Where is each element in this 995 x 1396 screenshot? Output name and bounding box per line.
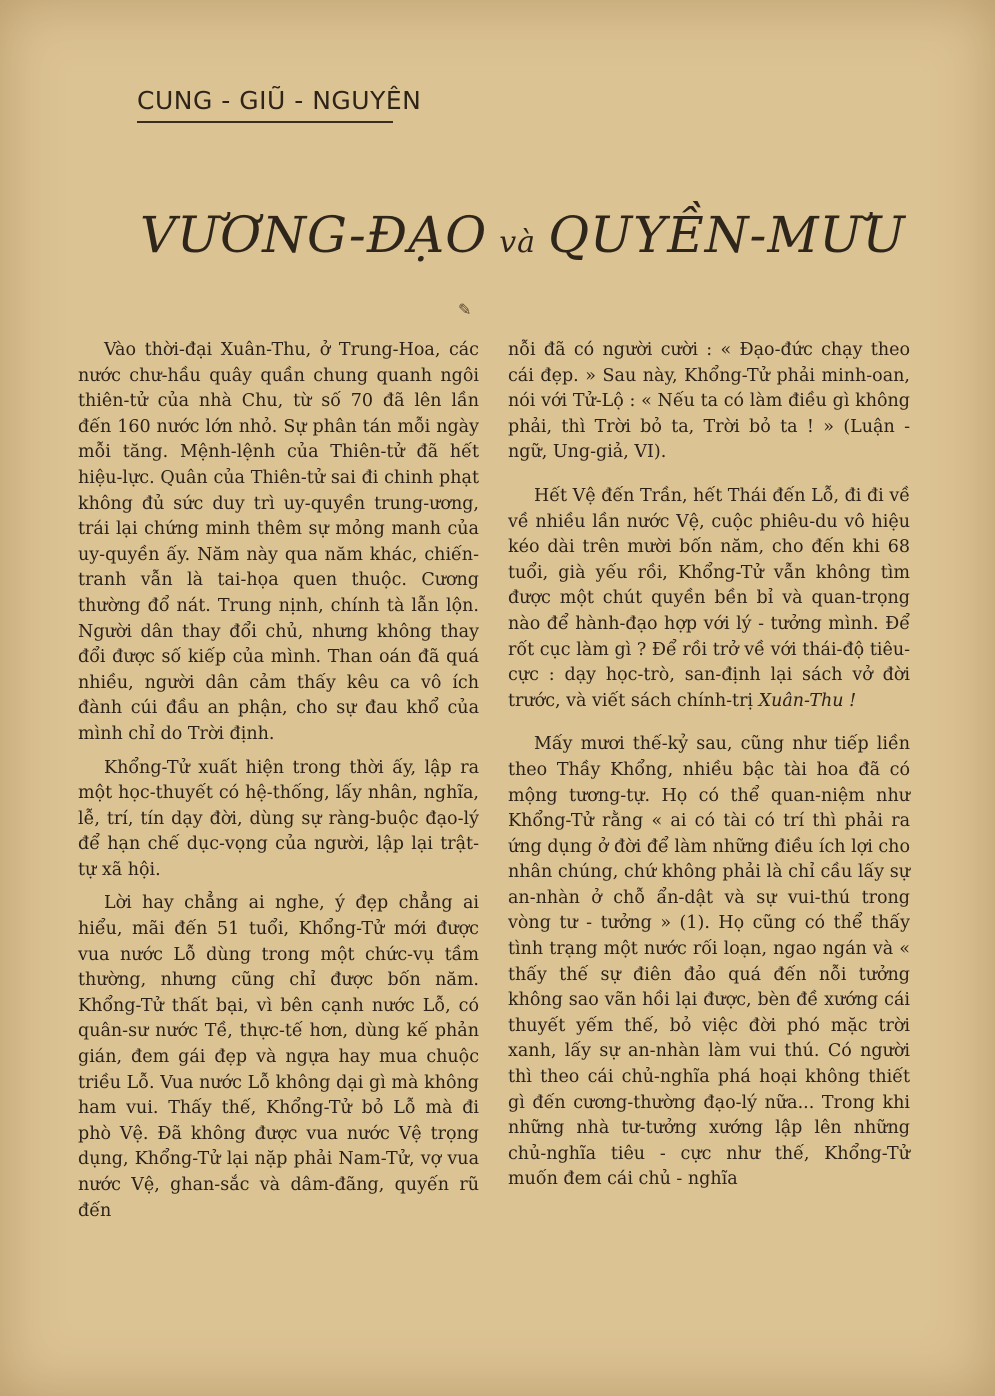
ink-mark: ✎ bbox=[458, 300, 472, 319]
title-part-2: QUYỀN-MƯU bbox=[548, 206, 906, 264]
paragraph: Vào thời-đại Xuân-Thu, ở Trung-Hoa, các nước chư-hầu quây quần chung quanh ngôi thiên-tử của nhà Chu, từ số 70 đã lên lần đến 160 nước lớn nhỏ. Sự phân tán mỗi ngày mỗi tăng. Mệnh-lệnh của Thiên-tử đã hết hiệu-lực. Quân của Thiên-tử sai đi chinh phạt không đủ sức duy trì uy-quyền trung-ương, trái lại chứng minh thêm sự mỏng manh của uy-quyền ấy. Năm này qua năm khác, chiến-tranh vẫn là tai-họa quen thuộc. Cương thường đổ nát. Trung nịnh, chính tà lẫn lộn. Người dân thay đổi chủ, nhưng không thay đổi được số kiếp của mình. Than oán đã quá nhiều, người dân cảm thấy kêu ca vô ích đành cúi đầu an phận, cho sự đau khổ của mình chỉ do Trời định. bbox=[78, 340, 479, 744]
paragraph-text: Hết Vệ đến Trần, hết Thái đến Lỗ, đi đi về về nhiều lần nước Vệ, cuộc phiêu-du vô hiệu kéo dài trên mười bốn năm, cho đến khi 68 tuổi, già yếu rồi, Khổng-Tử vẫn không tìm được một chút quyền bền bỉ và quan-trọng nào để hành-đạo hợp với lý - tưởng mình. Để rốt cục làm gì ? Để rồi trở về với thái-độ tiêu-cực : dạy học-trò, san-định lại sách vở đời trước, và viết sách chính-trị bbox=[508, 485, 910, 711]
paragraph: nỗi đã có người cười : « Đạo-đức chạy theo cái đẹp. » Sau này, Khổng-Tử phải minh-oan, nói với Tử-Lộ : « Nếu ta có làm điều gì không phải, thì Trời bỏ ta, Trời bỏ ta ! » (Luận - ngữ, Ung-giả, VI). bbox=[508, 340, 910, 463]
title-conjunction: và bbox=[499, 225, 537, 260]
left-column bbox=[78, 338, 479, 1232]
paragraph: Khổng-Tử xuất hiện trong thời ấy, lập ra một học-thuyết có hệ-thống, lấy nhân, nghĩa, lễ, trí, tín dạy đời, dùng sự ràng-buộc đạo-lý để hạn chế dục-vọng của người, lập lại trật-tự xã hội. bbox=[78, 757, 479, 880]
title-part-1: VƯƠNG-ĐẠO bbox=[140, 206, 488, 264]
right-column bbox=[508, 338, 910, 1201]
author-name: CUNG - GIŨ - NGUYÊN bbox=[137, 86, 393, 123]
book-title: Xuân-Thu ! bbox=[758, 690, 857, 711]
paragraph: Mấy mươi thế-kỷ sau, cũng như tiếp liền theo Thầy Khổng, nhiều bậc tài hoa đã có mộng tương-tự. Họ có thể quan-niệm như Khổng-Tử rằng « ai có tài có trí thì phải ra ứng dụng ở đời để làm những điều ích lợi cho nhân chúng, chứ không phải là chỉ cầu lấy sự an-nhàn ở chỗ ẩn-dật và sự vui-thú trong vòng tư - tưởng » (1). Họ cũng có thể thấy tình trạng một nước rối loạn, ngao ngán và « thấy thế sự điên đảo quá đến nỗi tưởng không sao vãn hồi lại được, bèn đề xướng cái thuyết yếm thế, bỏ việc đời phó mặc trời xanh, lấy sự an-nhàn làm vui thú. Có người thì theo cái chủ-nghĩa phá hoại không thiết gì đến cương-thường đạo-lý nữa... Trong khi những nhà tư-tưởng xướng lập lên những chủ-nghĩa tiêu - cực như thế, Khổng-Tử muốn đem cái chủ - nghĩa bbox=[508, 734, 910, 1190]
paragraph bbox=[508, 484, 910, 714]
paragraph: Lời hay chẳng ai nghe, ý đẹp chẳng ai hiểu, mãi đến 51 tuổi, Khổng-Tử mới được vua nước Lỗ dùng trong một chức-vụ tầm thường, nhưng cũng chỉ được bốn năm. Khổng-Tử thất bại, vì bên cạnh nước Lỗ, có quân-sư nước Tề, thực-tế hơn, dùng kế phản gián, đem gái đẹp và ngựa hay mua chuộc triều Lỗ. Vua nước Lỗ không dại gì mà không ham vui. Thấy thế, Khổng-Tử bỏ Lỗ mà đi phò Vệ. Đã không được vua nước Vệ trọng dụng, Khổng-Tử lại nặp phải Nam-Tử, vợ vua nước Vệ, ghan-sắc và dâm-đãng, quyến rũ đến bbox=[78, 893, 479, 1221]
article-title bbox=[140, 206, 906, 264]
